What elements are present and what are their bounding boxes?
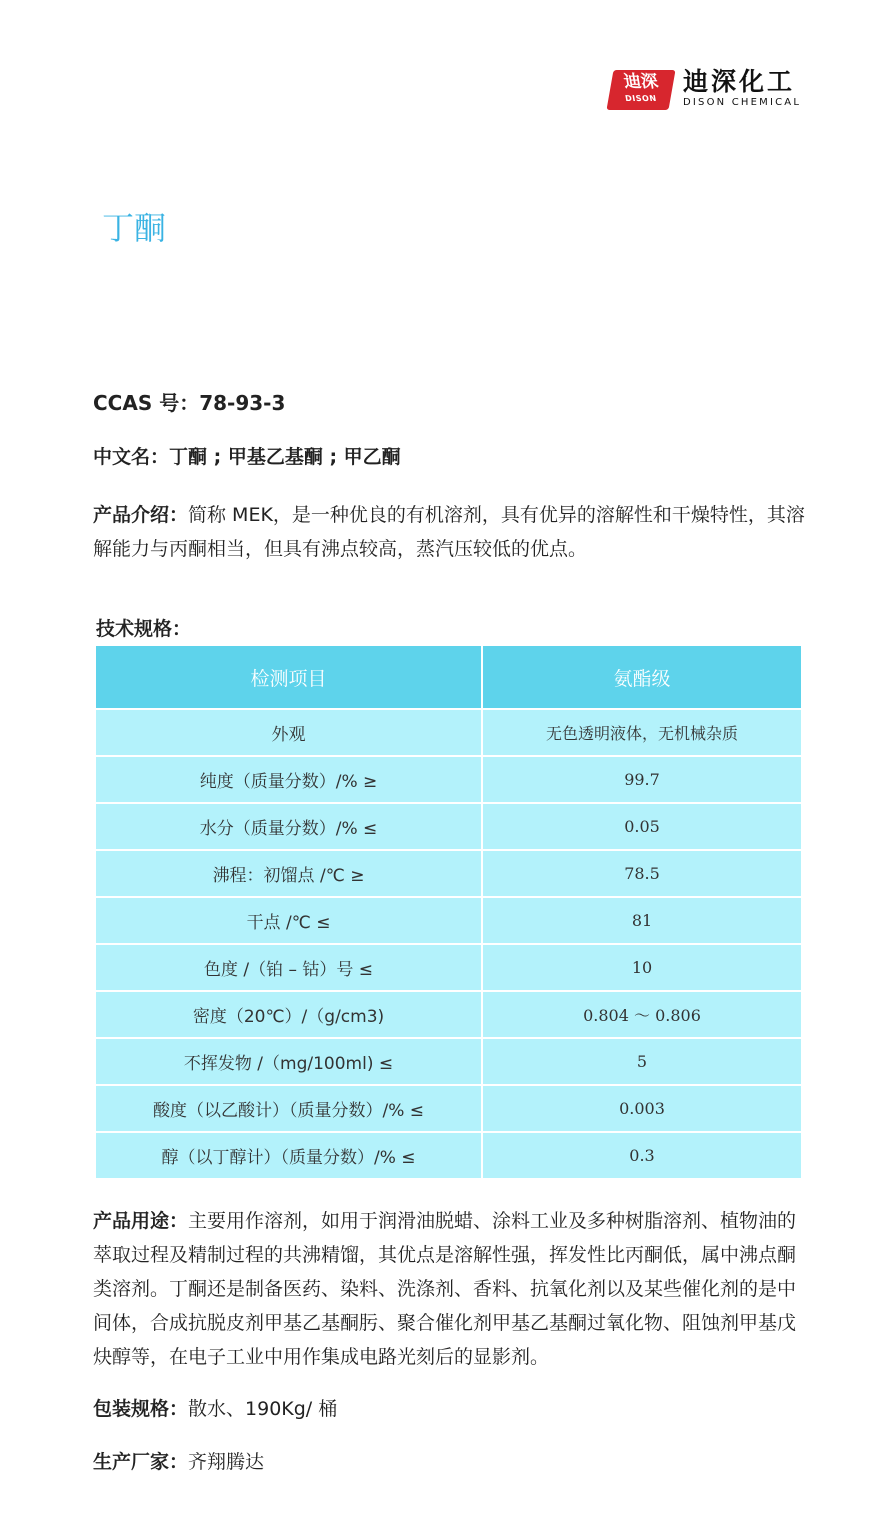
product-title: 丁酮: [102, 209, 167, 247]
brand-logo: [610, 68, 805, 112]
brand-name-en: DISON CHEMICAL: [683, 97, 802, 108]
spec-item: 干点 /℃ ≤: [96, 896, 483, 943]
chinese-name: [93, 440, 805, 474]
table-row: [96, 708, 801, 755]
spec-value: 0.3: [483, 1131, 801, 1178]
table-row: [96, 802, 801, 849]
table-row: [96, 1131, 801, 1178]
spec-value: 0.804 ～ 0.806: [483, 990, 801, 1037]
logo-badge-en: DISON: [624, 94, 658, 103]
spec-value: 0.003: [483, 1084, 801, 1131]
spec-item: 纯度（质量分数）/% ≥: [96, 755, 483, 802]
spec-value: 10: [483, 943, 801, 990]
table-row: [96, 1037, 801, 1084]
spec-header-grade: 氨酯级: [483, 646, 801, 708]
product-usage: [93, 1204, 805, 1374]
chinese-name-label: 中文名：: [93, 446, 170, 468]
intro-value: 简称 MEK，是一种优良的有机溶剂，具有优异的溶解性和干燥特性，其溶解能力与丙酮相当，但具有沸点较高，蒸汽压较低的优点。: [93, 504, 805, 560]
packaging-label: 包装规格：: [93, 1398, 189, 1420]
spec-item: 不挥发物 /（mg/100ml) ≤: [96, 1037, 483, 1084]
spec-value: 81: [483, 896, 801, 943]
spec-value: 0.05: [483, 802, 801, 849]
product-intro: [93, 498, 805, 566]
packaging: [93, 1392, 805, 1426]
spec-value: 78.5: [483, 849, 801, 896]
spec-item: 密度（20℃）/（g/cm3): [96, 990, 483, 1037]
cas-value: 78-93-3: [199, 391, 286, 415]
spec-item: 外观: [96, 708, 483, 755]
usage-value: 主要用作溶剂，如用于润滑油脱蜡、涂料工业及多种树脂溶剂、植物油的萃取过程及精制过程的共沸精馏，其优点是溶解性强，挥发性比丙酮低，属中沸点酮类溶剂。丁酮还是制备医药、染料、洗涤剂、香料、抗氧化剂以及某些催化剂的是中间体，合成抗脱皮剂甲基乙基酮肟、聚合催化剂甲基乙基酮过氧化物、阻蚀剂甲基戊炔醇等，在电子工业中用作集成电路光刻后的显影剂。: [93, 1210, 797, 1368]
spec-header-item: 检测项目: [96, 646, 483, 708]
chinese-name-value: 丁酮 ; 甲基乙基酮 ; 甲乙酮: [169, 446, 401, 468]
spec-table: [96, 646, 801, 1178]
spec-value: 无色透明液体，无机械杂质: [483, 708, 801, 755]
spec-item: 色度 /（铂 – 钴）号 ≤: [96, 943, 483, 990]
table-row: [96, 849, 801, 896]
spec-heading: 技术规格：: [96, 618, 192, 640]
usage-label: 产品用途：: [93, 1210, 189, 1232]
manufacturer: [93, 1445, 805, 1479]
cas-number: [93, 386, 805, 420]
table-row: [96, 755, 801, 802]
spec-item: 沸程：初馏点 /℃ ≥: [96, 849, 483, 896]
spec-value: 5: [483, 1037, 801, 1084]
spec-item: 醇（以丁醇计）（质量分数）/% ≤: [96, 1131, 483, 1178]
spec-item: 水分（质量分数）/% ≤: [96, 802, 483, 849]
table-row: [96, 943, 801, 990]
table-row: [96, 1084, 801, 1131]
cas-label: CCAS 号：: [93, 391, 200, 415]
spec-item: 酸度（以乙酸计）（质量分数）/% ≤: [96, 1084, 483, 1131]
brand-name-cn: 迪深化工: [683, 67, 796, 96]
intro-label: 产品介绍：: [93, 504, 189, 526]
spec-value: 99.7: [483, 755, 801, 802]
packaging-value: 散水、190Kg/ 桶: [188, 1398, 338, 1420]
spec-header-row: [96, 646, 801, 708]
table-row: [96, 896, 801, 943]
logo-badge-cn: 迪深: [622, 72, 660, 92]
table-row: [96, 990, 801, 1037]
manufacturer-value: 齐翔腾达: [188, 1451, 265, 1473]
manufacturer-label: 生产厂家：: [93, 1451, 189, 1473]
